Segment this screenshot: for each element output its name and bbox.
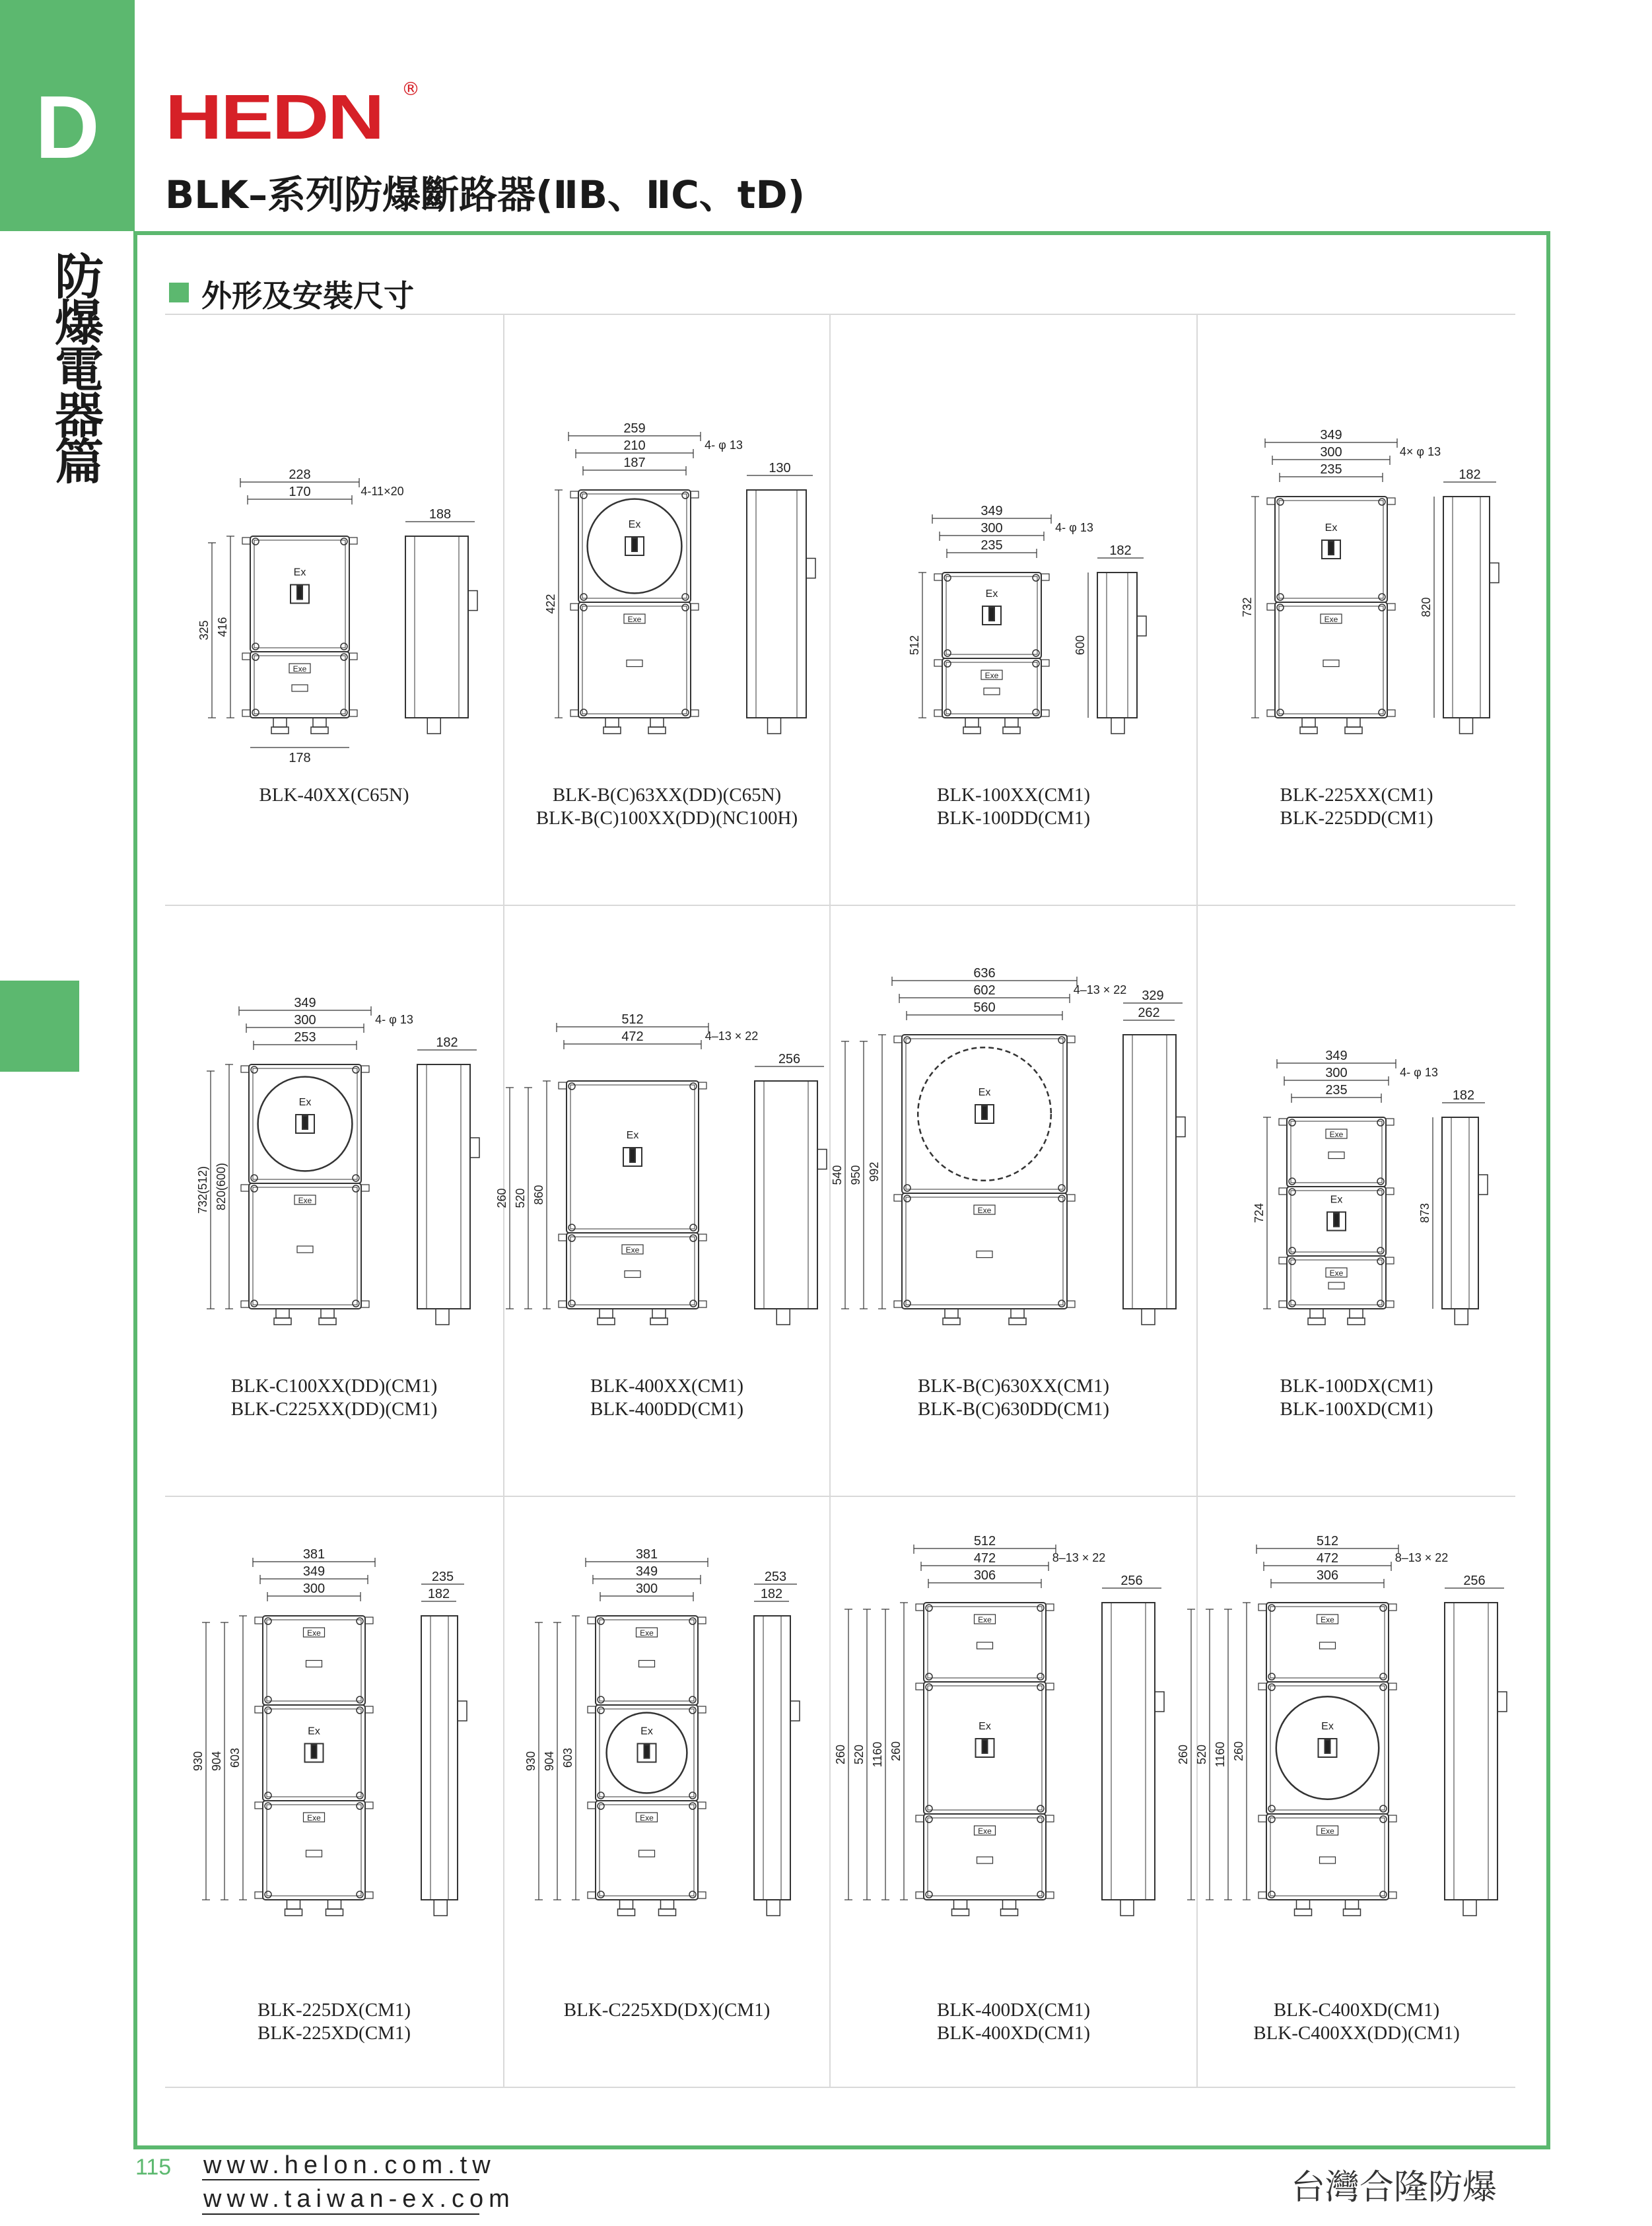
dimension-label: 381 <box>635 1547 658 1562</box>
dimension-label: 300 <box>1325 1066 1348 1080</box>
model-caption-line: BLK-400DD(CM1) <box>590 1399 743 1420</box>
model-caption <box>165 1375 503 1421</box>
ex-mark: Ex <box>985 588 998 600</box>
dimension-label: 188 <box>429 507 452 522</box>
technical-drawing <box>165 315 503 790</box>
model-caption-line: BLK-B(C)100XX(DD)(NC100H) <box>535 808 798 829</box>
dimension-label: 256 <box>1463 1574 1486 1588</box>
technical-drawing <box>1198 906 1515 1381</box>
page-number: 115 <box>135 2155 172 2180</box>
ex-mark: Ex <box>1321 1721 1334 1732</box>
model-caption-line: BLK-100XD(CM1) <box>1280 1399 1433 1420</box>
model-caption-line: BLK-B(C)630DD(CM1) <box>918 1399 1109 1420</box>
grid-rule <box>165 2087 1515 2088</box>
dimension-label: 300 <box>981 521 1003 536</box>
dimension-label: 992 <box>868 1162 881 1182</box>
dimension-label: 260 <box>495 1188 508 1208</box>
product-drawing-cell <box>165 315 503 905</box>
model-caption-line: BLK-C225XD(DX)(CM1) <box>563 2000 771 2021</box>
dimension-label: 472 <box>1316 1551 1339 1566</box>
dimension-label: 8–13 × 22 <box>1394 1551 1449 1564</box>
dimension-label: 349 <box>635 1564 658 1579</box>
model-caption-line: BLK-100XX(CM1) <box>937 784 1090 806</box>
dimension-label: 349 <box>1320 428 1342 442</box>
product-drawing-cell <box>831 1497 1196 2087</box>
ex-mark: Ex <box>293 567 306 578</box>
dimension-label: 512 <box>621 1012 644 1027</box>
ex-mark: Ex <box>626 1130 639 1141</box>
side-category-label: 防 爆 電 器 篇 <box>55 249 104 491</box>
dimension-label: 329 <box>1142 989 1164 1003</box>
dimension-label: 8–13 × 22 <box>1052 1551 1106 1564</box>
dimension-label: 260 <box>1177 1744 1190 1765</box>
model-caption-line: BLK-100DX(CM1) <box>1280 1375 1433 1397</box>
model-caption <box>1198 1375 1515 1421</box>
dimension-label: 178 <box>289 751 311 765</box>
technical-drawing <box>504 1497 829 1972</box>
dimension-label: 520 <box>852 1744 866 1765</box>
technical-drawing <box>504 315 829 790</box>
dimension-label: 256 <box>1120 1574 1143 1588</box>
technical-drawing <box>495 906 829 1381</box>
footer-rule <box>202 2213 479 2215</box>
model-caption <box>1198 784 1515 830</box>
dimension-label: 235 <box>1325 1083 1348 1097</box>
exe-mark: Exe <box>293 664 307 674</box>
model-caption <box>504 1999 829 2022</box>
ex-mark: Ex <box>979 1721 991 1732</box>
ex-mark: Ex <box>628 519 641 530</box>
dimension-label: 182 <box>1459 468 1481 482</box>
exe-mark: Exe <box>298 1196 312 1205</box>
model-caption-line: BLK-400XD(CM1) <box>937 2023 1090 2044</box>
dimension-label: 300 <box>302 1582 326 1596</box>
model-caption-line: BLK-225DX(CM1) <box>258 2000 411 2021</box>
exe-mark: Exe <box>977 1206 992 1215</box>
dimension-label: 182 <box>1452 1088 1475 1103</box>
dimension-label: 262 <box>1138 1006 1160 1020</box>
dimension-label: 182 <box>760 1587 783 1601</box>
model-caption <box>165 784 503 807</box>
model-caption-line: BLK-C100XX(DD)(CM1) <box>230 1375 438 1397</box>
technical-drawing <box>165 1497 503 1972</box>
dimension-label: 300 <box>294 1013 316 1027</box>
model-caption-line: BLK-B(C)630XX(CM1) <box>918 1375 1109 1397</box>
company-name: 台灣合隆防爆 <box>1291 2168 1497 2208</box>
dimension-label: 600 <box>1074 635 1087 656</box>
product-drawing-cell <box>165 906 503 1496</box>
registered-mark: ® <box>401 78 420 100</box>
dimension-label: 540 <box>831 1165 844 1185</box>
dimension-label: 724 <box>1253 1202 1266 1224</box>
dimension-label: 560 <box>973 1000 996 1015</box>
dimension-label: 260 <box>889 1741 903 1762</box>
dimension-label: 820 <box>1420 597 1433 617</box>
exe-mark: Exe <box>640 1813 654 1823</box>
dimension-label: 210 <box>623 438 646 453</box>
dimension-label: 4- φ 13 <box>375 1013 413 1026</box>
brand-logo: HEDN <box>165 82 384 153</box>
technical-drawing <box>1177 1497 1515 1972</box>
exe-mark: Exe <box>627 615 642 624</box>
model-caption-line: BLK-225XD(CM1) <box>258 2023 411 2044</box>
model-caption-line: BLK-C400XD(CM1) <box>1273 2000 1440 2021</box>
model-caption-line: BLK-C225XX(DD)(CM1) <box>230 1399 438 1420</box>
exe-mark: Exe <box>307 1813 321 1823</box>
dimension-label: 130 <box>769 461 791 475</box>
dimension-label: 349 <box>981 504 1003 518</box>
dimension-label: 520 <box>1195 1744 1208 1765</box>
dimension-label: 4× φ 13 <box>1399 445 1441 458</box>
dimension-label: 602 <box>973 983 996 998</box>
website-link-1[interactable]: www.helon.com.tw <box>203 2151 496 2179</box>
dimension-label: 349 <box>1325 1049 1348 1063</box>
model-caption <box>1198 1999 1515 2045</box>
section-bullet-icon <box>169 283 189 302</box>
product-drawing-cell <box>504 1497 829 2087</box>
dimension-label: 256 <box>778 1052 801 1066</box>
technical-drawing <box>165 906 503 1381</box>
dimension-label: 4-11×20 <box>361 485 404 498</box>
dimension-label: 520 <box>514 1188 527 1208</box>
dimension-label: 416 <box>216 617 229 637</box>
model-caption-line: BLK-100DD(CM1) <box>937 808 1090 829</box>
dimension-label: 349 <box>302 1564 326 1579</box>
dimension-label: 300 <box>635 1582 658 1596</box>
dimension-label: 170 <box>289 485 311 499</box>
model-caption-line: BLK-225XX(CM1) <box>1280 784 1433 806</box>
ex-mark: Ex <box>298 1097 312 1108</box>
exe-mark: Exe <box>984 671 999 680</box>
dimension-label: 4- φ 13 <box>1400 1066 1438 1079</box>
dimension-label: 472 <box>973 1551 996 1566</box>
dimension-label: 950 <box>849 1165 862 1185</box>
dimension-label: 260 <box>834 1744 847 1765</box>
model-caption <box>504 1375 829 1421</box>
product-drawing-cell <box>831 906 1196 1496</box>
dimension-label: 182 <box>436 1035 458 1050</box>
dimension-label: 4- φ 13 <box>705 438 743 452</box>
dimension-label: 930 <box>524 1751 537 1772</box>
dimension-label: 512 <box>1316 1534 1339 1548</box>
dimension-label: 187 <box>623 456 646 470</box>
dimension-label: 1160 <box>871 1741 884 1768</box>
dimension-label: 603 <box>228 1747 242 1768</box>
product-drawing-cell <box>831 315 1196 905</box>
dimension-label: 422 <box>544 594 557 614</box>
dimension-label: 930 <box>191 1751 205 1772</box>
dimension-label: 306 <box>973 1568 996 1583</box>
dimension-label: 732(512) <box>196 1165 209 1214</box>
dimension-label: 349 <box>294 996 316 1010</box>
model-caption <box>165 1999 503 2045</box>
exe-mark: Exe <box>978 1615 992 1624</box>
section-tab: D <box>0 0 135 231</box>
section-title: 外形及安裝尺寸 <box>201 278 414 314</box>
exe-mark: Exe <box>625 1245 640 1255</box>
dimension-label: 235 <box>431 1570 454 1584</box>
model-caption-line: BLK-B(C)63XX(DD)(C65N) <box>552 784 782 806</box>
dimension-label: 381 <box>302 1547 326 1562</box>
dimension-label: 260 <box>1232 1741 1245 1762</box>
dimension-label: 636 <box>973 966 996 981</box>
ex-mark: Ex <box>308 1725 320 1737</box>
dimension-label: 512 <box>908 635 921 656</box>
dimension-label: 472 <box>621 1029 644 1044</box>
model-caption-line: BLK-C400XX(DD)(CM1) <box>1253 2023 1460 2044</box>
product-drawing-cell <box>1177 1497 1515 2087</box>
dimension-label: 300 <box>1320 445 1342 460</box>
dimension-label: 904 <box>210 1751 223 1772</box>
exe-mark: Exe <box>1324 615 1338 624</box>
exe-mark: Exe <box>307 1628 321 1638</box>
exe-mark: Exe <box>1329 1269 1344 1278</box>
technical-drawing <box>831 906 1196 1381</box>
dimension-label: 182 <box>1109 543 1132 558</box>
dimension-label: 182 <box>427 1587 450 1601</box>
dimension-label: 4–13 × 22 <box>1073 983 1127 996</box>
dimension-label: 235 <box>1320 462 1342 477</box>
model-caption-line: BLK-225DD(CM1) <box>1280 808 1433 829</box>
exe-mark: Exe <box>640 1628 654 1638</box>
dimension-label: 259 <box>623 421 646 436</box>
ex-mark: Ex <box>978 1087 991 1098</box>
dimension-label: 904 <box>543 1751 556 1772</box>
footer-rule <box>202 2179 479 2180</box>
model-caption-line: BLK-400XX(CM1) <box>590 1375 743 1397</box>
ex-mark: Ex <box>1330 1194 1343 1206</box>
technical-drawing <box>1198 315 1515 790</box>
dimension-label: 228 <box>289 468 311 482</box>
dimension-label: 860 <box>532 1185 545 1205</box>
dimension-label: 603 <box>561 1747 574 1768</box>
model-caption <box>831 1375 1196 1421</box>
model-caption-line: BLK-400DX(CM1) <box>937 2000 1090 2021</box>
exe-mark: Exe <box>978 1826 992 1836</box>
product-drawing-cell <box>1198 906 1515 1496</box>
technical-drawing <box>831 315 1196 790</box>
model-caption <box>831 784 1196 830</box>
model-caption <box>504 784 829 830</box>
dimension-label: 873 <box>1418 1202 1431 1224</box>
exe-mark: Exe <box>1329 1130 1344 1139</box>
ex-mark: Ex <box>640 1725 653 1737</box>
dimension-label: 235 <box>981 538 1003 553</box>
dimension-label: 732 <box>1241 597 1254 617</box>
dimension-label: 4–13 × 22 <box>705 1029 759 1043</box>
technical-drawing <box>831 1497 1196 1972</box>
website-link-2[interactable]: www.taiwan-ex.com <box>203 2185 515 2213</box>
model-caption-line: BLK-40XX(C65N) <box>259 784 409 806</box>
dimension-label: 4- φ 13 <box>1055 521 1093 534</box>
model-caption <box>831 1999 1196 2045</box>
exe-mark: Exe <box>1321 1826 1334 1836</box>
side-color-block <box>0 981 79 1072</box>
product-drawing-cell <box>495 906 829 1496</box>
product-drawing-cell <box>165 1497 503 2087</box>
dimension-label: 820(600) <box>215 1162 228 1211</box>
ex-mark: Ex <box>1325 522 1338 534</box>
page-title: BLK–系列防爆斷路器(ⅡB、ⅡC、tD) <box>165 172 806 217</box>
dimension-label: 1160 <box>1214 1741 1227 1768</box>
dimension-label: 306 <box>1316 1568 1339 1583</box>
dimension-label: 253 <box>764 1570 787 1584</box>
dimension-label: 253 <box>294 1030 316 1045</box>
product-drawing-cell <box>1198 315 1515 905</box>
dimension-label: 325 <box>197 620 211 641</box>
product-drawing-cell <box>504 315 829 905</box>
dimension-label: 512 <box>973 1534 996 1548</box>
exe-mark: Exe <box>1321 1615 1334 1624</box>
